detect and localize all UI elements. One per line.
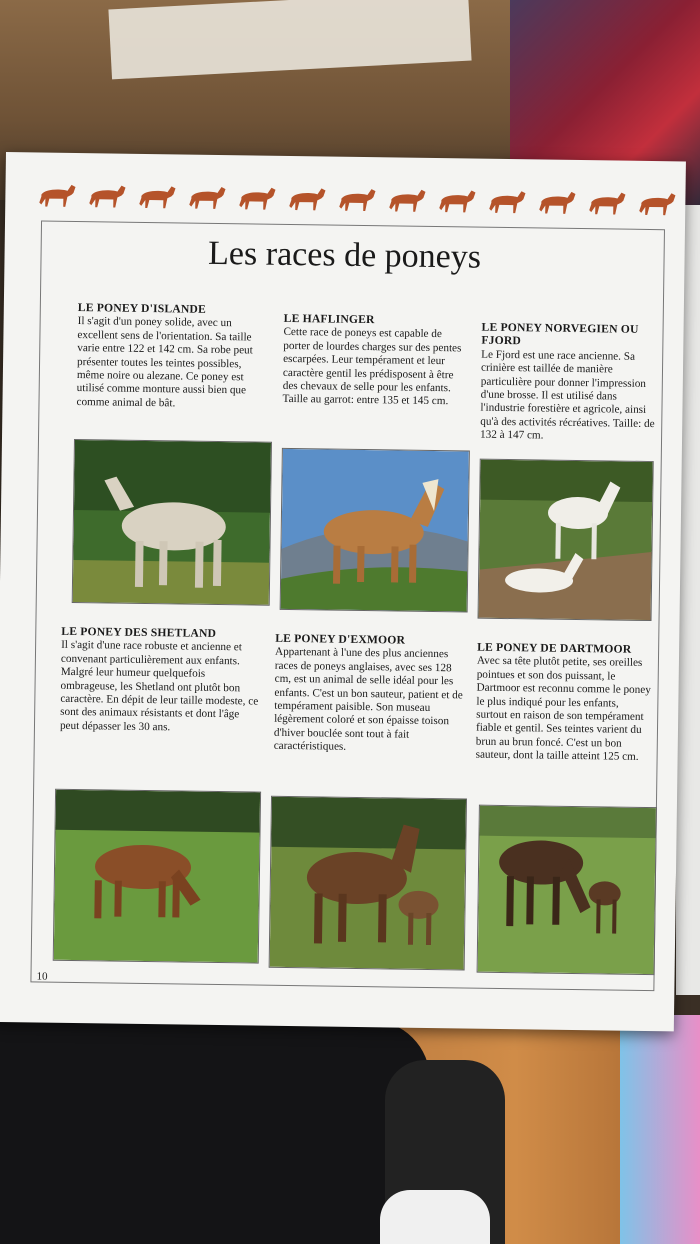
horse-icon — [235, 183, 279, 214]
horse-icon — [185, 183, 229, 214]
section-heading: LE HAFLINGER — [283, 311, 375, 327]
section-heading: LE PONEY DE DARTMOOR — [477, 640, 632, 656]
section-dartmoor — [476, 641, 654, 765]
section-exmoor — [274, 632, 466, 756]
horse-icon — [485, 187, 529, 218]
section-text: Il s'agit d'un poney solide, avec un excellent sens de l'orientation. Sa taille varie entre 122 et 142 cm. Sa robe peut présenter toutes les teintes possibles, même noire ou alezane. Ce poney est utilisé comme monture aussi bien que comme animal de bât. — [76, 315, 253, 410]
photo-islande-pony — [72, 439, 272, 606]
section-text: Le Fjord est une race ancienne. Sa crinière est taillée de manière particulière pour donner l'impression d'une brosse. Il est utilisé dans l'industrie forestière et agricole, ainsi qu'à des activités récréatives. Taille: de 132 à 147 cm. — [480, 348, 655, 442]
horse-icon — [85, 181, 129, 212]
horse-icon — [135, 182, 179, 213]
toy-box — [620, 1015, 700, 1244]
horse-icon — [385, 185, 429, 216]
horse-icon — [535, 187, 579, 218]
photo-exmoor-ponies — [269, 796, 467, 971]
photo-fjord-ponies — [478, 459, 654, 621]
section-heading: LE PONEY DES SHETLAND — [61, 624, 217, 640]
section-heading: LE PONEY NORVEGIEN OU FJORD — [481, 320, 639, 348]
section-haflinger — [282, 312, 463, 409]
photo-dartmoor-ponies — [477, 805, 657, 975]
page-number: 10 — [36, 970, 48, 983]
horse-icon — [335, 185, 379, 216]
photo-shetland-pony — [53, 789, 261, 964]
section-heading: LE PONEY D'EXMOOR — [275, 631, 406, 647]
book-page — [0, 152, 686, 1031]
horse-icon — [285, 184, 329, 215]
page-title: Les races de poneys — [207, 234, 482, 276]
section-text: Il s'agit d'une race robuste et ancienne et convenant particulièrement aux enfants. Malgré leur humeur quelquefois ombrageuse, les Shetland ont plutôt bon caractère. En dépit de leur taille modeste, ce sont des animaux résistants et dont l'âge peut dépasser les 30 ans. — [59, 639, 259, 734]
black-fabric — [0, 1020, 430, 1244]
horse-icon — [585, 188, 629, 219]
section-text: Avec sa tête plutôt petite, ses oreilles pointues et son dos puissant, le Dartmoor est reconnu comme le poney le plus indiqué pour les enfants, surtout en raison de son tempérament fiable et gentil. Ses teintes varient du brun au brun foncé. C'est un bon sauteur, dont la taille atteint 125 cm. — [475, 655, 651, 764]
section-heading: LE PONEY D'ISLANDE — [77, 301, 207, 316]
section-text: Appartenant à l'une des plus anciennes races de poneys anglaises, avec ses 128 cm, est un animal de selle idéal pour les enfants. C'est un bon sauteur, patient et de tempérament paisible. Son museau légèrement coloré et son épaisse toison d'hiver bouclée sont tout à fait caractéristiques. — [273, 646, 463, 754]
section-islande — [76, 301, 267, 412]
horse-icon — [635, 189, 679, 220]
horse-icon — [35, 180, 79, 211]
section-shetland — [60, 625, 261, 736]
horse-border-strip — [35, 180, 685, 223]
sock — [380, 1190, 490, 1244]
section-text: Cette race de poneys est capable de porter de lourdes charges sur des pentes escarpées. Leur tempérament et leur caractère gentil les prédisposent à être des chevaux de selle pour les enfants. Taille au garrot: entre 135 et 145 cm. — [282, 326, 462, 408]
horse-icon — [435, 186, 479, 217]
section-fjord — [480, 321, 660, 445]
photo-haflinger-pony — [280, 448, 470, 613]
